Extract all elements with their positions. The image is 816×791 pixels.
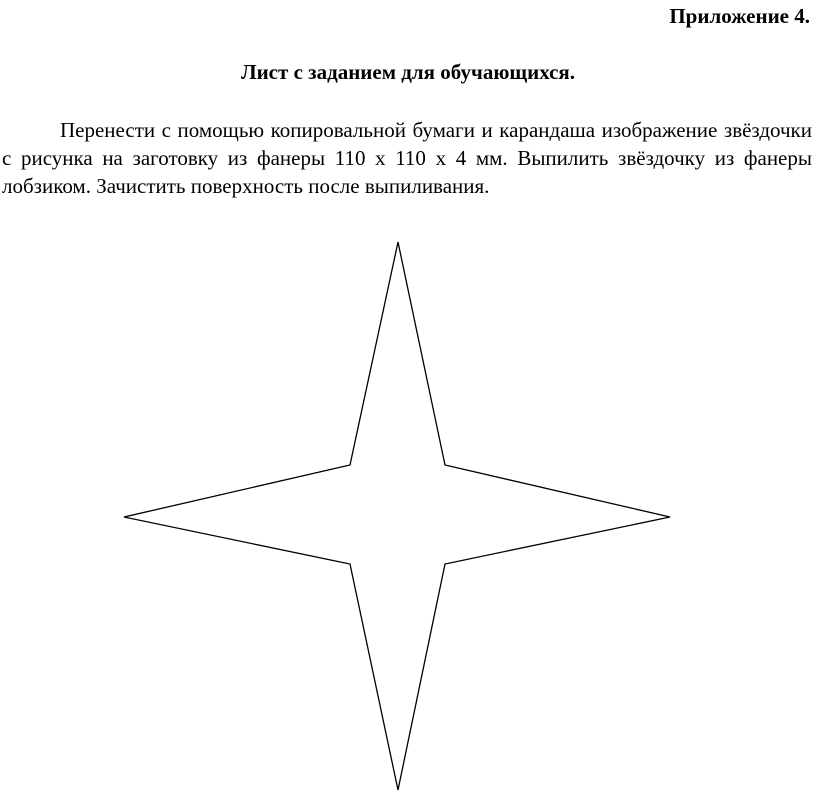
star-drawing	[0, 230, 816, 791]
appendix-label: Приложение 4.	[669, 4, 810, 28]
star-figure	[0, 230, 816, 791]
sheet-title: Лист с заданием для обучающихся.	[240, 60, 576, 84]
task-instructions: Перенести с помощью копировальной бумаги и карандаша изображение звёздочки с рисунка на заготовку из фанеры 110 x 110 x 4 мм. Выпилить звёздочку из фанеры лобзиком. Зачистить поверхность после выпиливания.	[2, 118, 812, 198]
star-outline	[124, 242, 670, 790]
